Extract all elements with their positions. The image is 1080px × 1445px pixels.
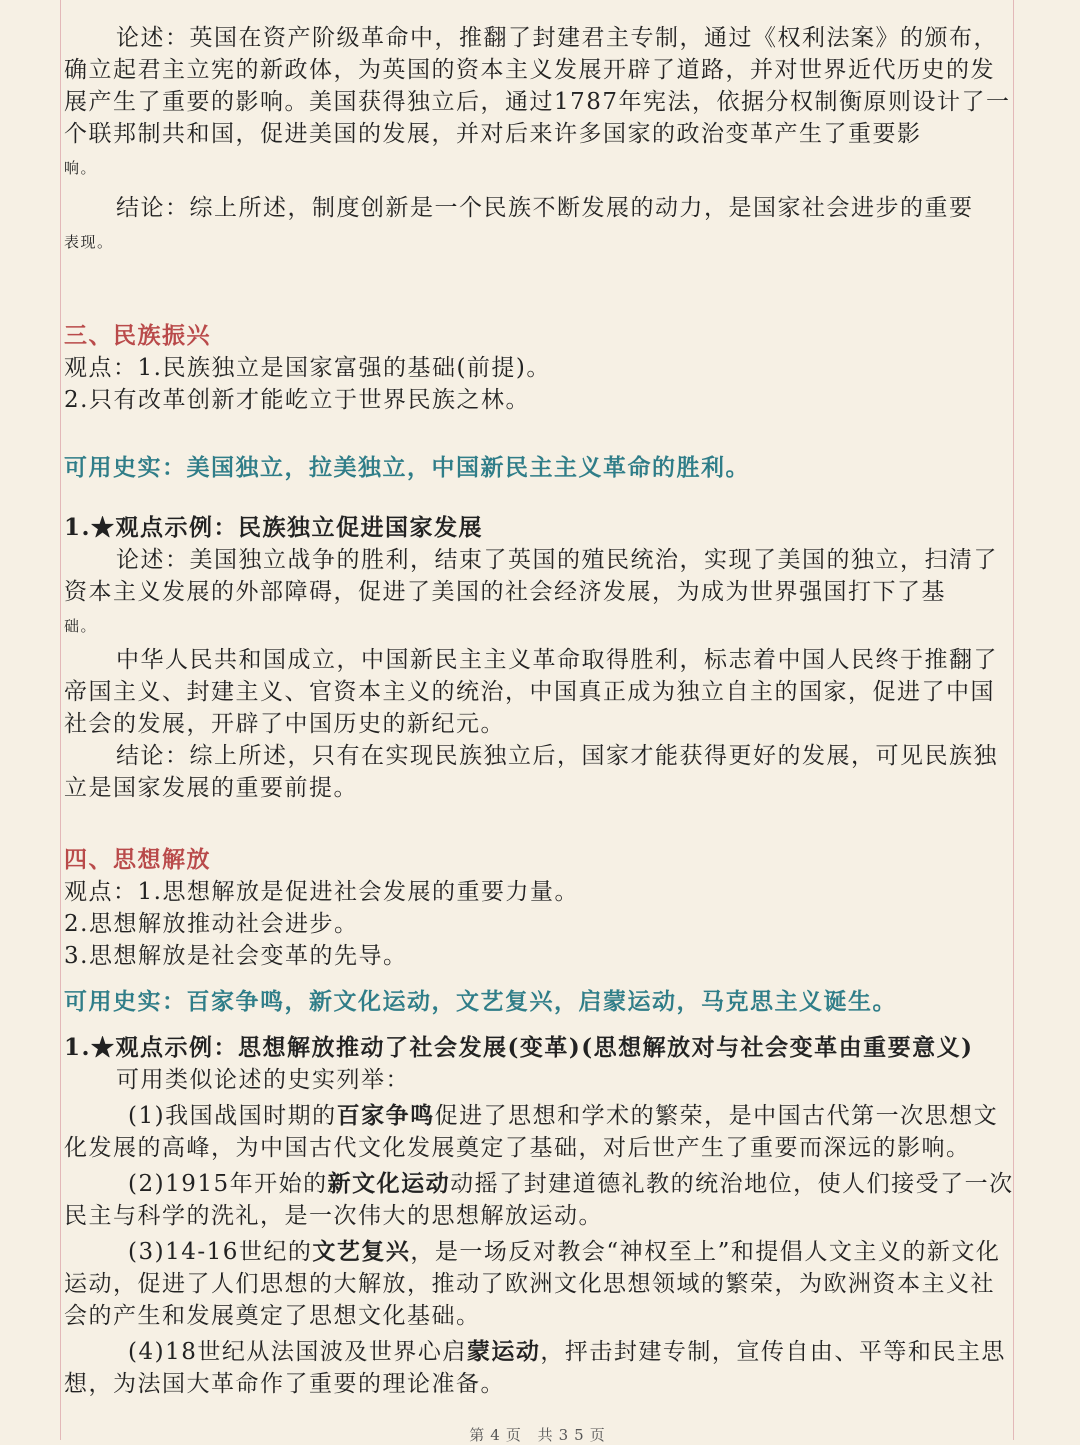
viewpoint-line: 2.只有改革创新才能屹立于世界民族之林。 <box>64 387 530 413</box>
historical-facts: 可用史实：百家争鸣，新文化运动，文艺复兴，启蒙运动，马克思主义诞生。 <box>64 988 897 1015</box>
conclusion-paragraph: 结论：综上所述，只有在实现民族独立后，国家才能获得更好的发展，可见民族独立是国家发展的重要前提。 <box>64 743 998 801</box>
section-heading: 三、民族振兴 <box>64 322 211 349</box>
viewpoint-line: 2.思想解放推动社会进步。 <box>64 911 359 937</box>
argument-paragraph: 论述：英国在资产阶级革命中，推翻了封建君主专制，通过《权利法案》的颁布，确立起君主立宪的新政体，为英国的资本主义发展开辟了道路，并对世界近代历史的发展产生了重要的影响。美国获得独立后，通过1787年宪法，依据分权制衡原则设计了一个联邦制共和国，促进美国的发展，并对后来许多国家的政治变革产生了重要影 响。 <box>64 25 1011 177</box>
page-margin-line-left <box>60 0 61 1440</box>
section-heading: 四、思想解放 <box>64 846 211 873</box>
list-item: (1)我国战国时期的百家争鸣促进了思想和学术的繁荣，是中国古代第一次思想文化发展的高峰，为中国古代文化发展奠定了基础，对后世产生了重要而深远的影响。 <box>64 1102 999 1161</box>
example-title: 1.★观点示例：民族独立促进国家发展 <box>64 514 484 541</box>
viewpoint-line: 观点：1.思想解放是促进社会发展的重要力量。 <box>64 879 579 905</box>
viewpoint-line: 3.思想解放是社会变革的先导。 <box>64 943 408 969</box>
historical-facts: 可用史实：美国独立，拉美独立，中国新民主主义革命的胜利。 <box>64 454 750 481</box>
argument-paragraph: 中华人民共和国成立，中国新民主主义革命取得胜利，标志着中国人民终于推翻了帝国主义、封建主义、官资本主义的统治，中国真正成为独立自主的国家，促进了中国社会的发展，开辟了中国历史的新纪元。 <box>64 647 998 737</box>
viewpoint-line: 观点：1.民族独立是国家富强的基础(前提)。 <box>64 355 551 381</box>
page-number-footer: 第4页 共35页 <box>469 1426 611 1444</box>
list-intro: 可用类似论述的史实列举： <box>116 1067 410 1093</box>
list-item: (2)1915年开始的新文化运动动摇了封建道德礼教的统治地位，使人们接受了一次民主与科学的洗礼，是一次伟大的思想解放运动。 <box>64 1170 1014 1229</box>
argument-paragraph: 论述：美国独立战争的胜利，结束了英国的殖民统治，实现了美国的独立，扫清了资本主义发展的外部障碍，促进了美国的社会经济发展，为成为世界强国打下了基 础。 <box>64 547 998 635</box>
list-item: (3)14-16世纪的文艺复兴，是一场反对教会“神权至上”和提倡人文主义的新文化运动，促进了人们思想的大解放，推动了欧洲文化思想领域的繁荣，为欧洲资本主义社会的产生和发展奠定了思想文化基础。 <box>64 1238 1001 1329</box>
conclusion-paragraph: 结论：综上所述，制度创新是一个民族不断发展的动力，是国家社会进步的重要 表现。 <box>64 195 974 251</box>
list-item: (4)18世纪从法国波及世界心启蒙运动，抨击封建专制，宣传自由、平等和民主思想，为法国大革命作了重要的理论准备。 <box>64 1338 1006 1397</box>
example-title: 1.★观点示例：思想解放推动了社会发展(变革)(思想解放对与社会变革由重要意义) <box>64 1034 974 1061</box>
document-page <box>64 0 1016 1400</box>
